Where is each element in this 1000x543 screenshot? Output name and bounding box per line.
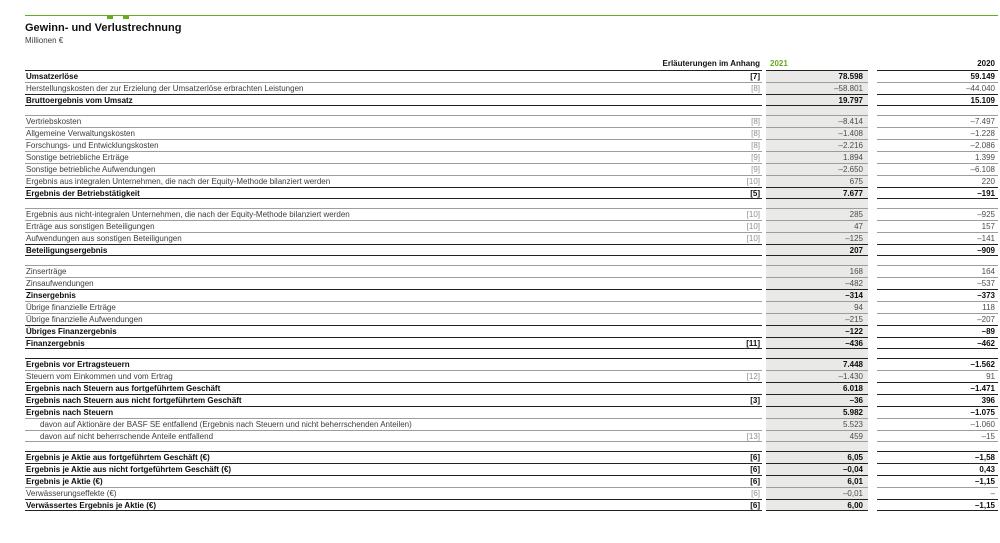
row-value-2021: 675 bbox=[766, 175, 868, 187]
row-value-2020: –1.075 bbox=[877, 406, 998, 418]
row-value-2020: –89 bbox=[877, 325, 998, 337]
row-label: Herstellungskosten der zur Erzielung der Umsatzerlöse erbrachten Leistungen bbox=[25, 82, 704, 94]
row-label: Ergebnis aus integralen Unternehmen, die nach der Equity-Methode bilanziert werden bbox=[25, 175, 704, 187]
row-value-2021: –125 bbox=[766, 232, 868, 244]
row-label: Sonstige betriebliche Erträge bbox=[25, 151, 704, 163]
table-row bbox=[25, 313, 998, 325]
table-row bbox=[25, 265, 998, 277]
row-label: Ergebnis aus nicht-integralen Unternehmen, die nach der Equity-Methode bilanziert werden bbox=[25, 208, 704, 220]
year-2020-column-header: 2020 bbox=[977, 59, 995, 68]
row-label: davon auf nicht beherrschende Anteile entfallend bbox=[25, 430, 704, 442]
row-note-ref bbox=[704, 313, 762, 325]
row-value-2020: –925 bbox=[877, 208, 998, 220]
row-note-ref: [8] bbox=[704, 115, 762, 127]
table-row bbox=[25, 430, 998, 442]
row-note-ref: [13] bbox=[704, 430, 762, 442]
row-value-2021: 207 bbox=[766, 244, 868, 256]
table-row bbox=[25, 163, 998, 175]
row-label: Ergebnis nach Steuern aus fortgeführtem Geschäft bbox=[25, 382, 704, 394]
row-note-ref: [12] bbox=[704, 370, 762, 382]
table-row bbox=[25, 289, 998, 301]
row-note-ref: [9] bbox=[704, 151, 762, 163]
row-note-ref: [5] bbox=[704, 187, 762, 199]
table-row bbox=[25, 499, 998, 511]
row-label: Verwässertes Ergebnis je Aktie (€) bbox=[25, 499, 704, 511]
table-row bbox=[25, 70, 998, 82]
row-value-2020: 0,43 bbox=[877, 463, 998, 475]
row-label: davon auf Aktionäre der BASF SE entfallend (Ergebnis nach Steuern und nicht beherrschenden Anteilen) bbox=[25, 418, 704, 430]
table-row bbox=[25, 475, 998, 487]
row-value-2020: –1.562 bbox=[877, 358, 998, 370]
row-note-ref: [8] bbox=[704, 82, 762, 94]
row-note-ref: [6] bbox=[704, 475, 762, 487]
row-value-2020: –1.228 bbox=[877, 127, 998, 139]
row-label: Sonstige betriebliche Aufwendungen bbox=[25, 163, 704, 175]
table-spacer-row bbox=[25, 256, 998, 265]
row-note-ref: [10] bbox=[704, 232, 762, 244]
row-note-ref bbox=[704, 406, 762, 418]
table-spacer-row bbox=[25, 442, 998, 451]
row-value-2021: –482 bbox=[766, 277, 868, 289]
row-value-2020: –373 bbox=[877, 289, 998, 301]
row-value-2021: 94 bbox=[766, 301, 868, 313]
row-value-2020: 1.399 bbox=[877, 151, 998, 163]
row-value-2021: 6,05 bbox=[766, 451, 868, 463]
table-row bbox=[25, 325, 998, 337]
row-value-2021: 5.982 bbox=[766, 406, 868, 418]
row-value-2020: –1.471 bbox=[877, 382, 998, 394]
row-label: Zinsergebnis bbox=[25, 289, 704, 301]
row-value-2021: 6.018 bbox=[766, 382, 868, 394]
row-label: Übrige finanzielle Aufwendungen bbox=[25, 313, 704, 325]
row-label: Ergebnis je Aktie aus fortgeführtem Geschäft (€) bbox=[25, 451, 704, 463]
row-note-ref: [7] bbox=[704, 70, 762, 82]
row-note-ref: [6] bbox=[704, 451, 762, 463]
table-row bbox=[25, 208, 998, 220]
table-row bbox=[25, 232, 998, 244]
row-note-ref: [10] bbox=[704, 208, 762, 220]
row-label: Übrige finanzielle Erträge bbox=[25, 301, 704, 313]
row-value-2021: 459 bbox=[766, 430, 868, 442]
row-label: Zinsaufwendungen bbox=[25, 277, 704, 289]
row-value-2021: –2.650 bbox=[766, 163, 868, 175]
row-note-ref bbox=[704, 277, 762, 289]
row-value-2020: –7.497 bbox=[877, 115, 998, 127]
row-note-ref: [3] bbox=[704, 394, 762, 406]
row-label: Finanzergebnis bbox=[25, 337, 704, 349]
row-note-ref bbox=[704, 301, 762, 313]
row-label: Ergebnis vor Ertragsteuern bbox=[25, 358, 704, 370]
row-value-2021: –2.216 bbox=[766, 139, 868, 151]
row-note-ref bbox=[704, 358, 762, 370]
row-value-2021: 5.523 bbox=[766, 418, 868, 430]
row-value-2020: –2.086 bbox=[877, 139, 998, 151]
row-value-2021: 47 bbox=[766, 220, 868, 232]
table-row bbox=[25, 358, 998, 370]
row-value-2021: –122 bbox=[766, 325, 868, 337]
row-value-2020: 15.109 bbox=[877, 94, 998, 106]
table-spacer-row bbox=[25, 199, 998, 208]
table-row bbox=[25, 151, 998, 163]
row-value-2021: 6,00 bbox=[766, 499, 868, 511]
table-row bbox=[25, 370, 998, 382]
row-value-2020: –462 bbox=[877, 337, 998, 349]
table-row bbox=[25, 394, 998, 406]
table-row bbox=[25, 463, 998, 475]
row-label: Bruttoergebnis vom Umsatz bbox=[25, 94, 704, 106]
row-value-2021: –314 bbox=[766, 289, 868, 301]
row-note-ref: [6] bbox=[704, 487, 762, 499]
row-label: Vertriebskosten bbox=[25, 115, 704, 127]
table-row bbox=[25, 487, 998, 499]
row-value-2021: 6,01 bbox=[766, 475, 868, 487]
row-value-2020: –6.108 bbox=[877, 163, 998, 175]
row-value-2021: –36 bbox=[766, 394, 868, 406]
income-statement-rows bbox=[25, 70, 998, 511]
top-green-rule bbox=[25, 15, 998, 16]
row-note-ref: [8] bbox=[704, 127, 762, 139]
table-row bbox=[25, 94, 998, 106]
row-value-2021: 78.598 bbox=[766, 70, 868, 82]
row-note-ref: [6] bbox=[704, 499, 762, 511]
row-note-ref: [8] bbox=[704, 139, 762, 151]
row-value-2021: –1.430 bbox=[766, 370, 868, 382]
row-label: Erträge aus sonstigen Beteiligungen bbox=[25, 220, 704, 232]
table-row bbox=[25, 418, 998, 430]
row-value-2020: –1,15 bbox=[877, 499, 998, 511]
row-value-2021: –1.408 bbox=[766, 127, 868, 139]
income-statement-page bbox=[0, 15, 1000, 511]
unit-label: Millionen € bbox=[25, 36, 64, 45]
row-value-2021: 7.448 bbox=[766, 358, 868, 370]
table-row bbox=[25, 220, 998, 232]
row-value-2020: –141 bbox=[877, 232, 998, 244]
row-note-ref bbox=[704, 325, 762, 337]
row-note-ref bbox=[704, 418, 762, 430]
table-spacer-row bbox=[25, 349, 998, 358]
row-label: Ergebnis je Aktie aus nicht fortgeführtem Geschäft (€) bbox=[25, 463, 704, 475]
row-label: Ergebnis nach Steuern aus nicht fortgeführtem Geschäft bbox=[25, 394, 704, 406]
row-value-2020: –191 bbox=[877, 187, 998, 199]
row-value-2021: –0,01 bbox=[766, 487, 868, 499]
row-value-2020: –44.040 bbox=[877, 82, 998, 94]
row-value-2020: –1,15 bbox=[877, 475, 998, 487]
row-note-ref bbox=[704, 265, 762, 277]
row-label: Übriges Finanzergebnis bbox=[25, 325, 704, 337]
row-label: Forschungs- und Entwicklungskosten bbox=[25, 139, 704, 151]
row-label: Ergebnis nach Steuern bbox=[25, 406, 704, 418]
table-row bbox=[25, 244, 998, 256]
row-note-ref: [11] bbox=[704, 337, 762, 349]
row-label: Umsatzerlöse bbox=[25, 70, 704, 82]
row-value-2021: –215 bbox=[766, 313, 868, 325]
row-value-2020: 396 bbox=[877, 394, 998, 406]
table-header-row bbox=[25, 53, 998, 70]
table-row bbox=[25, 82, 998, 94]
table-row bbox=[25, 127, 998, 139]
row-value-2020: –15 bbox=[877, 430, 998, 442]
row-value-2020: 118 bbox=[877, 301, 998, 313]
row-value-2020: 164 bbox=[877, 265, 998, 277]
row-note-ref: [6] bbox=[704, 463, 762, 475]
row-note-ref bbox=[704, 94, 762, 106]
notes-column-header: Erläuterungen im Anhang bbox=[662, 59, 760, 68]
table-row bbox=[25, 139, 998, 151]
row-note-ref: [10] bbox=[704, 175, 762, 187]
row-value-2021: 19.797 bbox=[766, 94, 868, 106]
cropped-green-mark bbox=[107, 15, 113, 19]
table-row bbox=[25, 382, 998, 394]
table-row bbox=[25, 451, 998, 463]
row-value-2020: – bbox=[877, 487, 998, 499]
row-label: Allgemeine Verwaltungskosten bbox=[25, 127, 704, 139]
row-value-2020: 220 bbox=[877, 175, 998, 187]
row-label: Zinserträge bbox=[25, 265, 704, 277]
row-value-2021: –0,04 bbox=[766, 463, 868, 475]
row-note-ref: [10] bbox=[704, 220, 762, 232]
table-row bbox=[25, 277, 998, 289]
row-label: Aufwendungen aus sonstigen Beteiligungen bbox=[25, 232, 704, 244]
row-value-2020: –1,58 bbox=[877, 451, 998, 463]
table-row bbox=[25, 337, 998, 349]
row-label: Beteiligungsergebnis bbox=[25, 244, 704, 256]
row-value-2021: 7.677 bbox=[766, 187, 868, 199]
table-row bbox=[25, 115, 998, 127]
row-value-2021: 285 bbox=[766, 208, 868, 220]
table-row bbox=[25, 301, 998, 313]
row-label: Steuern vom Einkommen und vom Ertrag bbox=[25, 370, 704, 382]
row-label: Verwässerungseffekte (€) bbox=[25, 487, 704, 499]
row-value-2020: 157 bbox=[877, 220, 998, 232]
row-label: Ergebnis je Aktie (€) bbox=[25, 475, 704, 487]
row-value-2021: –58.801 bbox=[766, 82, 868, 94]
row-note-ref bbox=[704, 382, 762, 394]
row-value-2020: 91 bbox=[877, 370, 998, 382]
row-note-ref bbox=[704, 289, 762, 301]
year-2021-column-header: 2021 bbox=[770, 59, 788, 68]
row-value-2020: –207 bbox=[877, 313, 998, 325]
table-row bbox=[25, 187, 998, 199]
row-value-2021: 168 bbox=[766, 265, 868, 277]
table-row bbox=[25, 175, 998, 187]
row-note-ref bbox=[704, 244, 762, 256]
cropped-green-mark bbox=[123, 15, 129, 19]
table-row bbox=[25, 406, 998, 418]
row-value-2020: –1.060 bbox=[877, 418, 998, 430]
row-value-2021: –8.414 bbox=[766, 115, 868, 127]
row-value-2020: –909 bbox=[877, 244, 998, 256]
row-note-ref: [9] bbox=[704, 163, 762, 175]
row-label: Ergebnis der Betriebstätigkeit bbox=[25, 187, 704, 199]
row-value-2021: –436 bbox=[766, 337, 868, 349]
row-value-2021: 1.894 bbox=[766, 151, 868, 163]
row-value-2020: –537 bbox=[877, 277, 998, 289]
row-value-2020: 59.149 bbox=[877, 70, 998, 82]
page-title: Gewinn- und Verlustrechnung bbox=[25, 22, 182, 34]
table-spacer-row bbox=[25, 106, 998, 115]
